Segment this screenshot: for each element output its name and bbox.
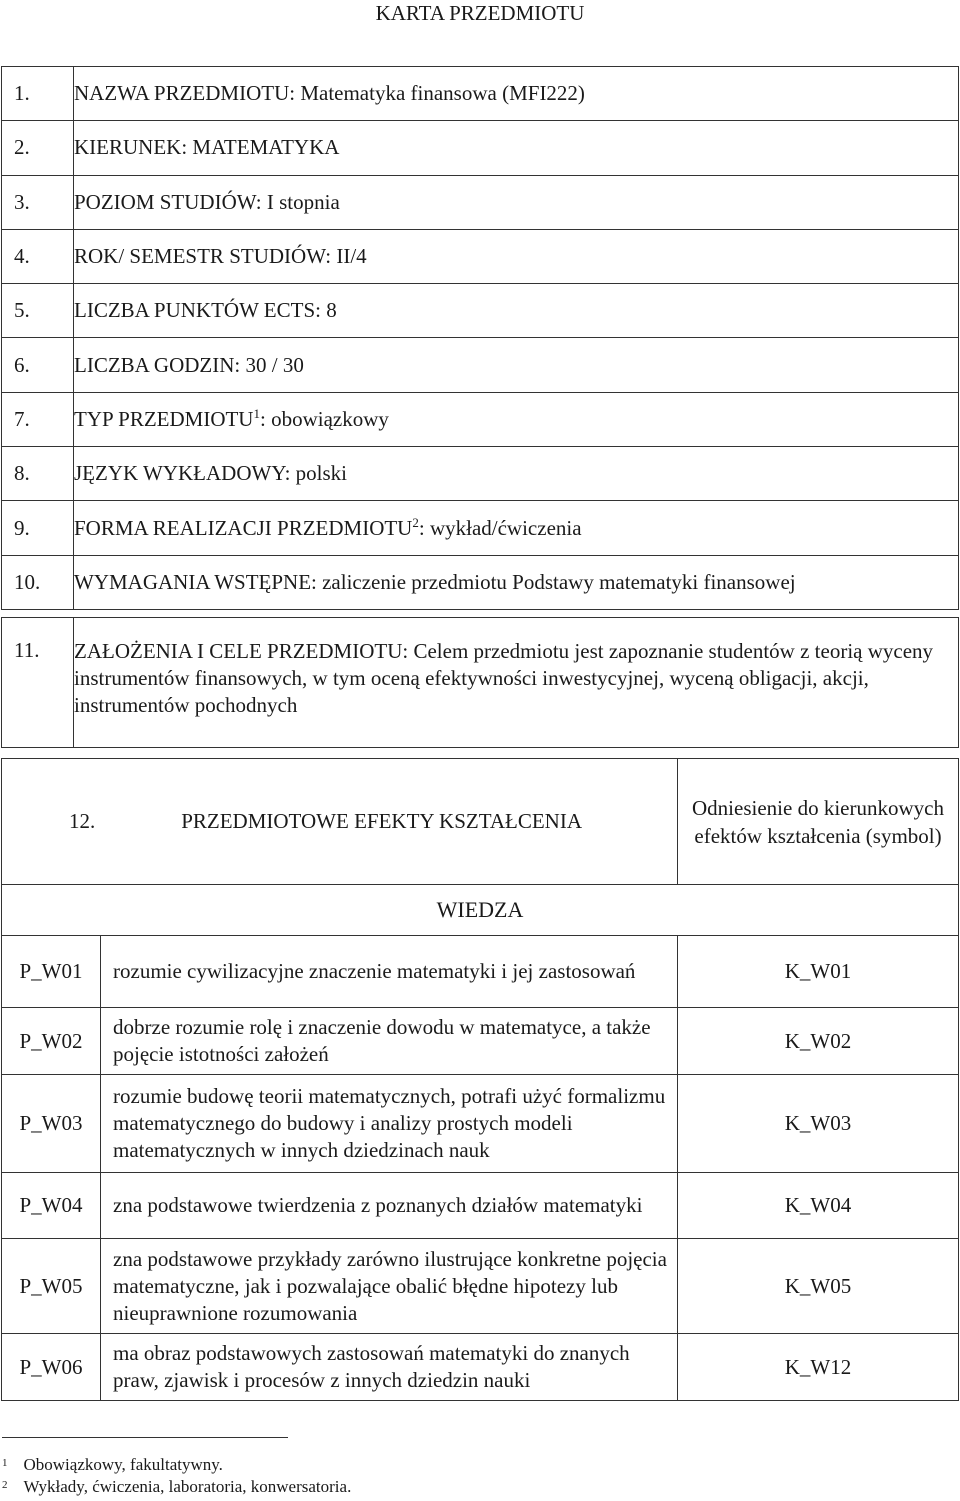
info-number: 5. [2,284,74,338]
info-value: I stopnia [266,189,340,214]
info-number: 4. [2,229,74,283]
info-row [2,555,959,609]
outcome-row [2,1075,959,1173]
outcomes-ref-header-label: Odniesienie do kierunkowych efektów kształcenia (symbol) [692,795,944,848]
info-number: 3. [2,175,74,229]
info-text [74,67,959,121]
course-info-table [1,66,959,610]
outcome-row [2,1334,959,1401]
info-number: 2. [2,121,74,175]
info-label: POZIOM STUDIÓW: [74,189,262,214]
info-value: MATEMATYKA [192,135,340,160]
goals-row [2,618,959,748]
outcome-description: ma obraz podstawowych zastosowań matematyki do znanych praw, zjawisk i procesów z innych dziedzin nauki [101,1334,678,1401]
outcome-description: zna podstawowe przykłady zarówno ilustrujące konkretne pojęcia matematyczne, jak i pozwalające obalić błędne hipotezy lub nieuprawnione rozumowania [101,1239,678,1334]
outcome-row [2,1239,959,1334]
info-text [74,501,959,555]
info-number: 9. [2,501,74,555]
footnote-text: Obowiązkowy, fakultatywny. [23,1455,223,1474]
outcome-code: P_W06 [2,1334,101,1401]
goals-text [74,618,959,748]
info-value: II/4 [336,244,367,269]
info-value: polski [295,461,347,486]
course-goals-table [1,617,959,748]
info-number: 6. [2,338,74,392]
goals-label: ZAŁOŻENIA I CELE PRZEDMIOTU: [74,639,409,663]
info-label: JĘZYK WYKŁADOWY: [74,461,291,486]
info-value: 30 / 30 [245,352,304,377]
outcomes-header-row [2,759,959,885]
info-row [2,447,959,501]
info-number: 1. [2,67,74,121]
footnote-mark: 2 [2,1479,8,1491]
info-row [2,121,959,175]
outcome-reference: K_W03 [678,1075,959,1173]
outcome-description: rozumie budowę teorii matematycznych, potrafi użyć formalizmu matematycznego do budowy i analizy prostych modeli matematycznych w innych dziedzinach nauk [101,1075,678,1173]
outcome-description: dobrze rozumie rolę i znaczenie dowodu w matematyce, a także pojęcie istotności założeń [101,1008,678,1075]
outcomes-header [2,759,678,885]
info-number: 7. [2,392,74,446]
goals-value: Celem przedmiotu jest zapoznanie studentów z teorią wyceny instrumentów finansowych, w tym oceną efektywności inwestycyjnej, wyceną obligacji, akcji, instrumentów pochodnych [74,639,934,717]
info-value: zaliczenie przedmiotu Podstawy matematyki finansowej [322,569,796,594]
footnote-text: Wykłady, ćwiczenia, laboratoria, konwersatoria. [23,1477,352,1496]
info-label: KIERUNEK: [74,135,188,160]
outcome-code: P_W03 [2,1075,101,1173]
info-row [2,501,959,555]
outcome-row [2,1173,959,1239]
info-number: 8. [2,447,74,501]
info-footnote-ref: 1 [253,406,260,422]
info-text [74,229,959,283]
info-text [74,121,959,175]
info-row [2,175,959,229]
info-text [74,338,959,392]
info-text [74,175,959,229]
info-separator: : [418,516,425,541]
info-value: obowiązkowy [271,407,389,432]
outcome-description: rozumie cywilizacyjne znaczenie matematyki i jej zastosowań [101,936,678,1008]
info-footnote-ref: 2 [412,515,419,531]
info-text [74,555,959,609]
info-number: 10. [2,555,74,609]
learning-outcomes-table [1,758,959,1401]
info-label: LICZBA GODZIN: [74,352,241,377]
info-row [2,229,959,283]
info-text [74,447,959,501]
info-value: 8 [326,298,337,323]
info-label: NAZWA PRZEDMIOTU: [74,81,296,106]
outcomes-header-label: PRZEDMIOTOWE EFEKTY KSZTAŁCENIA [181,809,583,833]
info-row [2,338,959,392]
info-label: WYMAGANIA WSTĘPNE: [74,569,317,594]
info-value: wykład/ćwiczenia [429,516,582,541]
outcome-code: P_W01 [2,936,101,1008]
footnote-divider [2,1437,288,1438]
info-text [74,284,959,338]
info-label: FORMA REALIZACJI PRZEDMIOTU [74,516,413,541]
section-wiedza: WIEDZA [2,885,959,936]
footnote-2 [2,1476,351,1498]
outcome-description: zna podstawowe twierdzenia z poznanych działów matematyki [101,1173,678,1239]
outcome-code: P_W04 [2,1173,101,1239]
outcome-reference: K_W01 [678,936,959,1008]
info-label: TYP PRZEDMIOTU [74,407,254,432]
info-separator: : [259,407,266,432]
info-value: Matematyka finansowa (MFI222) [300,81,585,106]
info-row [2,284,959,338]
outcomes-number: 12. [68,809,96,833]
outcome-reference: K_W04 [678,1173,959,1239]
outcomes-ref-header [678,759,959,885]
footnote-mark: 1 [2,1457,8,1469]
info-label: LICZBA PUNKTÓW ECTS: [74,298,321,323]
outcome-code: P_W05 [2,1239,101,1334]
outcome-reference: K_W12 [678,1334,959,1401]
outcome-reference: K_W05 [678,1239,959,1334]
footnote-1 [2,1454,223,1476]
outcome-row [2,1008,959,1075]
outcome-code: P_W02 [2,1008,101,1075]
outcome-reference: K_W02 [678,1008,959,1075]
info-row [2,392,959,446]
info-text [74,392,959,446]
page-title: KARTA PRZEDMIOTU [375,1,585,25]
goals-number: 11. [2,618,74,748]
outcome-row [2,936,959,1008]
info-row [2,67,959,121]
info-label: ROK/ SEMESTR STUDIÓW: [74,244,332,269]
section-row [2,885,959,936]
